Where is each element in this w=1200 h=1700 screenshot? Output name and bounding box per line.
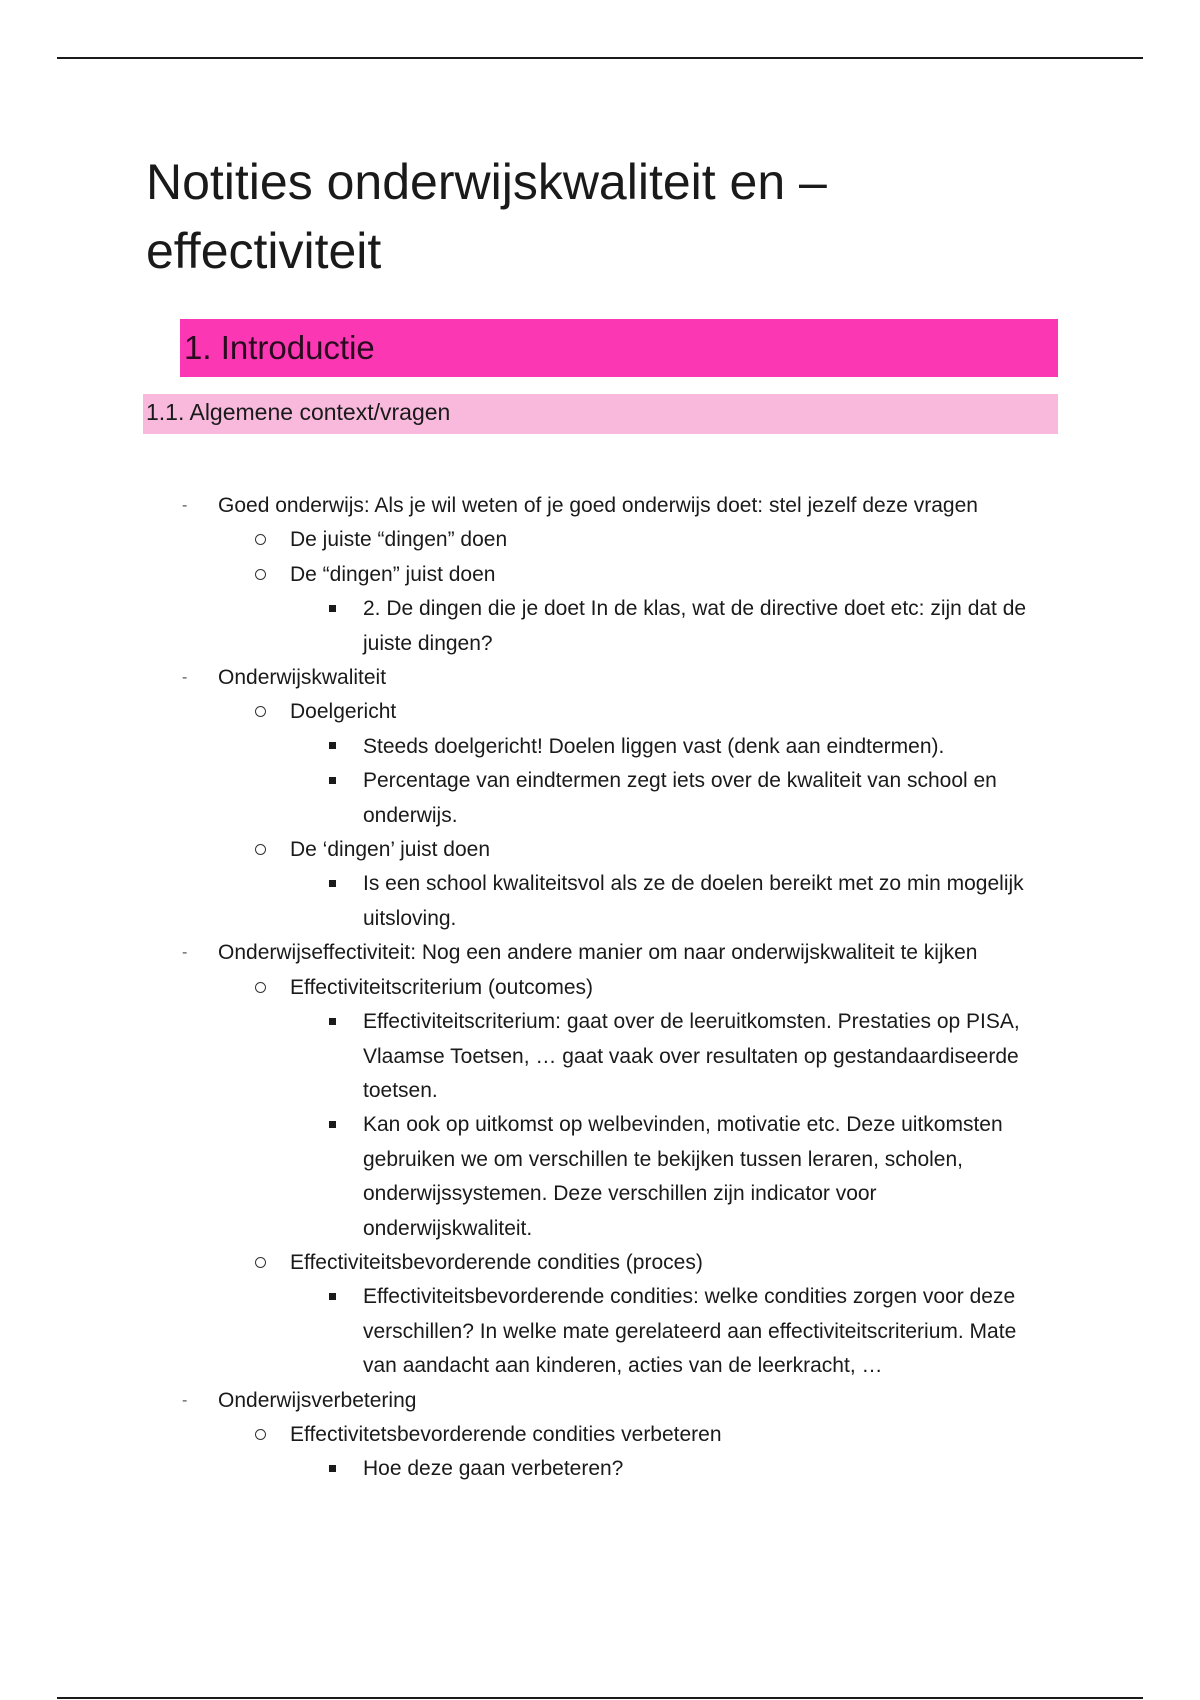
list-item-text: De ‘dingen’ juist doen (290, 838, 491, 862)
list-item-text: Effectiviteitscriterium: gaat over de leeruitkomsten. Prestaties op PISA, Vlaamse Toetsen, … gaat vaak over resultaten op gestandaardiseerde toetsen. (363, 1010, 1020, 1102)
list-item-text: Onderwijsverbetering (218, 1388, 417, 1412)
section-heading-introductie: 1. Introductie (180, 319, 1058, 377)
square-bullet-icon (329, 1108, 339, 1142)
hollow-circle-bullet-icon (255, 523, 269, 557)
hollow-circle-bullet-icon (255, 1418, 269, 1452)
hollow-circle-bullet-icon (255, 695, 269, 729)
list-item-text: Is een school kwaliteitsvol als ze de doelen bereikt met zo min mogelijk uitsloving. (363, 872, 1024, 930)
square-bullet-icon (329, 1452, 339, 1486)
dash-bullet-icon: - (182, 1391, 188, 1409)
subsection-heading-context: 1.1. Algemene context/vragen (143, 394, 1058, 434)
list-item-text: Effectiviteitsbevorderende condities (proces) (290, 1250, 703, 1274)
list-item-text: Onderwijseffectiviteit: Nog een andere manier om naar onderwijskwaliteit te kijken (218, 941, 978, 965)
bottom-rule (57, 1697, 1143, 1699)
list-item-level-1 (0, 661, 1045, 695)
square-bullet-icon (329, 730, 339, 764)
list-item-text: 2. De dingen die je doet In de klas, wat de directive doet etc: zijn dat de juiste dingen? (363, 597, 1027, 655)
list-item-level-2 (0, 833, 1045, 867)
hollow-circle-bullet-icon (255, 558, 269, 592)
list-item-text: Onderwijskwaliteit (218, 666, 387, 690)
list-item-level-2 (0, 558, 1045, 592)
square-bullet-icon (329, 592, 339, 626)
list-item-level-3 (0, 1280, 1045, 1383)
list-item-level-1 (0, 1384, 1045, 1418)
list-item-text: Hoe deze gaan verbeteren? (363, 1457, 624, 1481)
list-item-level-1 (0, 936, 1045, 970)
hollow-circle-bullet-icon (255, 971, 269, 1005)
list-item-level-1 (0, 489, 1045, 523)
square-bullet-icon (329, 1280, 339, 1314)
list-item-text: Effectiviteitsbevorderende condities: welke condities zorgen voor deze verschillen? In welke mate gerelateerd aan effectiviteitscriterium. Mate van aandacht aan kinderen, acties van de leerkracht, … (363, 1285, 1017, 1378)
square-bullet-icon (329, 764, 339, 798)
list-item-text: Percentage van eindtermen zegt iets over de kwaliteit van school en onderwijs. (363, 769, 997, 827)
dash-bullet-icon: - (182, 669, 188, 687)
list-item-level-3 (0, 592, 1045, 661)
list-item-level-3 (0, 1108, 1045, 1246)
list-item-level-3 (0, 730, 1045, 764)
page-title: Notities onderwijskwaliteit en – effectiviteit (146, 154, 827, 279)
list-item-text: Kan ook op uitkomst op welbevinden, motivatie etc. Deze uitkomsten gebruiken we om verschillen te bekijken tussen leraren, scholen, onderwijssystemen. Deze verschillen zijn indicator voor onderwijskwaliteit. (363, 1113, 1003, 1240)
list-item-text: De juiste “dingen” doen (290, 528, 508, 552)
list-item-text: Goed onderwijs: Als je wil weten of je goed onderwijs doet: stel jezelf deze vragen (218, 494, 978, 517)
list-item-level-2 (0, 1246, 1045, 1280)
top-rule (57, 57, 1143, 59)
hollow-circle-bullet-icon (255, 833, 269, 867)
list-item-text: De “dingen” juist doen (290, 562, 496, 586)
list-item-level-3 (0, 764, 1045, 833)
hollow-circle-bullet-icon (255, 1246, 269, 1280)
list-item-level-2 (0, 523, 1045, 557)
dash-bullet-icon: - (182, 497, 188, 514)
list-item-level-2 (0, 695, 1045, 729)
square-bullet-icon (329, 867, 339, 901)
list-item-level-3 (0, 867, 1045, 936)
list-item-text: Steeds doelgericht! Doelen liggen vast (denk aan eindtermen). (363, 734, 945, 758)
list-item-level-2 (0, 971, 1045, 1005)
bullet-list (0, 489, 1200, 1487)
list-item-level-3 (0, 1452, 1045, 1486)
list-item-text: Doelgericht (290, 700, 397, 724)
list-item-level-2 (0, 1418, 1045, 1452)
dash-bullet-icon: - (182, 944, 188, 962)
list-item-text: Effectivitetsbevorderende condities verbeteren (290, 1422, 722, 1446)
list-item-level-3 (0, 1005, 1045, 1108)
list-item-text: Effectiviteitscriterium (outcomes) (290, 975, 594, 999)
square-bullet-icon (329, 1005, 339, 1039)
